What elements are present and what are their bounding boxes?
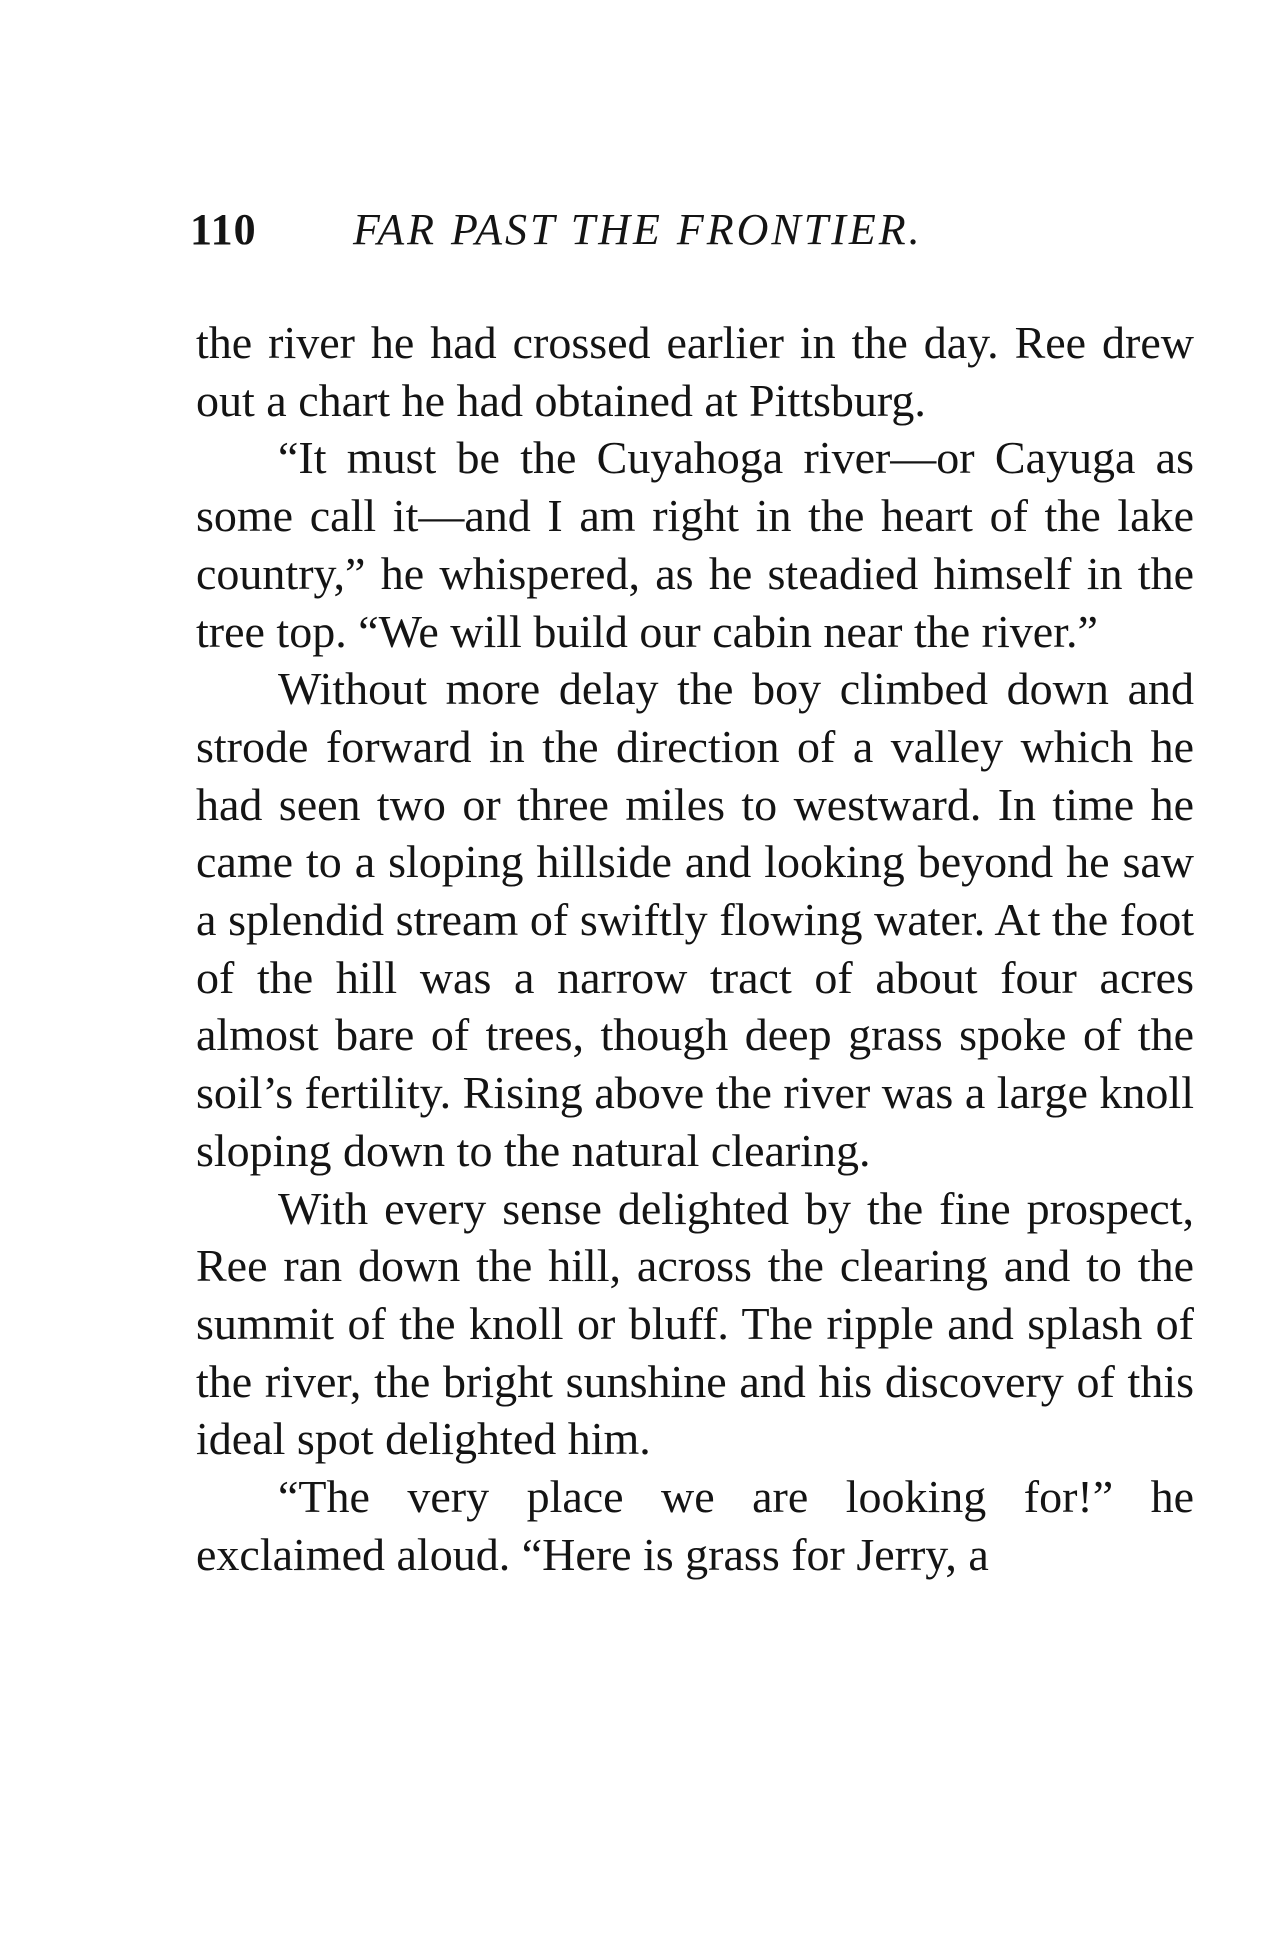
paragraph: With every sense delighted by the fine prospect, Ree ran down the hill, across the clearing and to the summit of the knoll or bluff. The ripple and splash of the river, the bright sunshine and his discovery of this ideal spot delighted him.	[196, 1182, 1194, 1465]
running-title: FAR PAST THE FRONTIER.	[353, 205, 923, 254]
paragraph: “The very place we are looking for!” he exclaimed aloud. “Here is grass for Jerry, a	[196, 1471, 1194, 1580]
body-text	[196, 314, 1194, 1583]
paragraph: “It must be the Cuyahoga river—or Cayuga as some call it—and I am right in the heart of the lake country,” he whispered, as he steadied himself in the tree top. “We will build our cabin near the river.”	[196, 432, 1194, 657]
page-header	[190, 200, 1190, 270]
page-number: 110	[190, 205, 257, 254]
paragraph: the river he had crossed earlier in the day. Ree drew out a chart he had obtained at Pittsburg.	[196, 317, 1194, 426]
paragraph: Without more delay the boy climbed down and strode forward in the direction of a valley which he had seen two or three miles to westward. In time he came to a sloping hillside and looking beyond he saw a splendid stream of swiftly flowing water. At the foot of the hill was a narrow tract of about four acres almost bare of trees, though deep grass spoke of the soil’s fertility. Rising above the river was a large knoll sloping down to the natural clearing.	[196, 663, 1194, 1176]
